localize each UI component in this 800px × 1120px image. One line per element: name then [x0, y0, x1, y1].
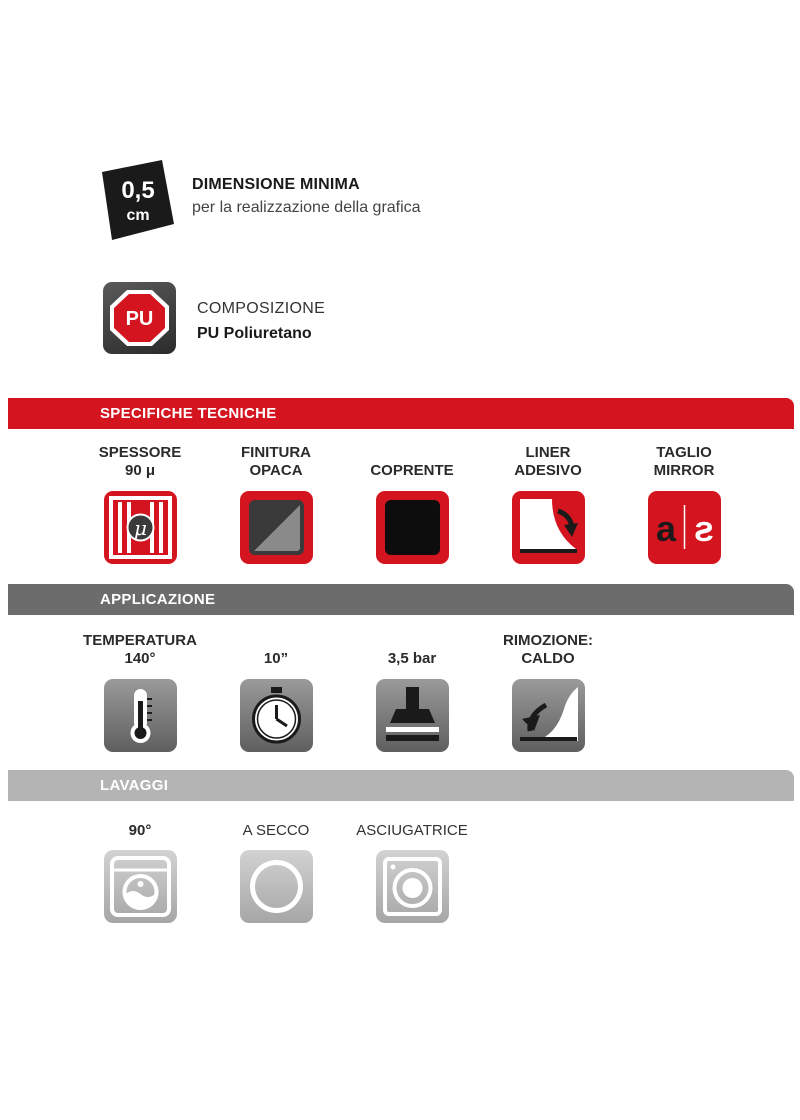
spec-label-cut — [619, 444, 749, 480]
hot-peel-icon — [512, 679, 585, 752]
wash-label-90: 90° — [128, 822, 152, 839]
mirror-cut-right-text: s — [693, 508, 714, 549]
spec-label-line1 — [347, 444, 477, 462]
spec-label-opaque — [347, 444, 477, 480]
composition-pu-icon — [103, 282, 176, 354]
spec-label-line2: ADESIVO — [514, 462, 582, 479]
app-label-line2: CALDO — [521, 650, 575, 667]
spec-label-finish — [211, 444, 341, 480]
adhesive-liner-icon — [512, 491, 585, 564]
section-title: SPECIFICHE TECNICHE — [100, 405, 277, 422]
app-label-line1: RIMOZIONE: — [503, 632, 593, 649]
spec-label-line1: FINITURA — [241, 444, 311, 461]
app-label-temperature — [75, 632, 205, 668]
mirror-cut-left-text: a — [656, 508, 677, 549]
wash-label-tumble-dryer: ASCIUGATRICE — [356, 822, 468, 839]
section-bar-technical-specs — [8, 398, 794, 429]
section-title: APPLICAZIONE — [100, 591, 216, 608]
app-label-time — [211, 632, 341, 668]
spec-label-line2: COPRENTE — [370, 462, 454, 479]
opaque-cover-icon — [376, 491, 449, 564]
thickness-micron-icon — [104, 491, 177, 564]
app-label-line1 — [347, 632, 477, 650]
thermometer-icon — [104, 679, 177, 752]
minimum-size-icon — [100, 160, 174, 240]
tumble-dryer-icon — [376, 850, 449, 923]
spec-label-line1: LINER — [525, 444, 571, 461]
minimum-size-subtitle: per la realizzazione della grafica — [192, 199, 421, 216]
section-title: LAVAGGI — [100, 777, 169, 794]
pu-badge-text: PU — [125, 308, 154, 330]
app-label-removal — [483, 632, 613, 668]
spec-label-line2: OPACA — [249, 462, 303, 479]
dry-clean-icon — [240, 850, 313, 923]
press-icon — [376, 679, 449, 752]
spec-label-line1: SPESSORE — [98, 444, 182, 461]
washing-machine-icon — [104, 850, 177, 923]
composition-value: PU Poliuretano — [197, 325, 312, 342]
composition-title: COMPOSIZIONE — [197, 300, 326, 317]
app-label-line2: 140° — [124, 650, 156, 667]
app-label-line2: 10” — [263, 650, 289, 667]
mirror-cut-icon — [648, 491, 721, 564]
spec-label-line1: TAGLIO — [656, 444, 712, 461]
spec-label-line2: 90 μ — [124, 462, 156, 479]
app-label-line1 — [211, 632, 341, 650]
stopwatch-icon — [240, 679, 313, 752]
minimum-size-title: DIMENSIONE MINIMA — [192, 176, 360, 193]
section-bar-washing — [8, 770, 794, 801]
matte-finish-icon — [240, 491, 313, 564]
wash-label-dry-clean: A SECCO — [242, 822, 310, 839]
spec-label-line2: MIRROR — [653, 462, 715, 479]
section-bar-application — [8, 584, 794, 615]
spec-label-thickness — [75, 444, 205, 480]
app-label-line1: TEMPERATURA — [83, 632, 197, 649]
min-badge-value: 0,5 — [121, 177, 155, 204]
svg-text:μ: μ — [134, 516, 147, 540]
app-label-pressure — [347, 632, 477, 668]
min-badge-unit: cm — [126, 207, 150, 224]
app-label-line2: 3,5 bar — [387, 650, 437, 667]
spec-label-liner — [483, 444, 613, 480]
